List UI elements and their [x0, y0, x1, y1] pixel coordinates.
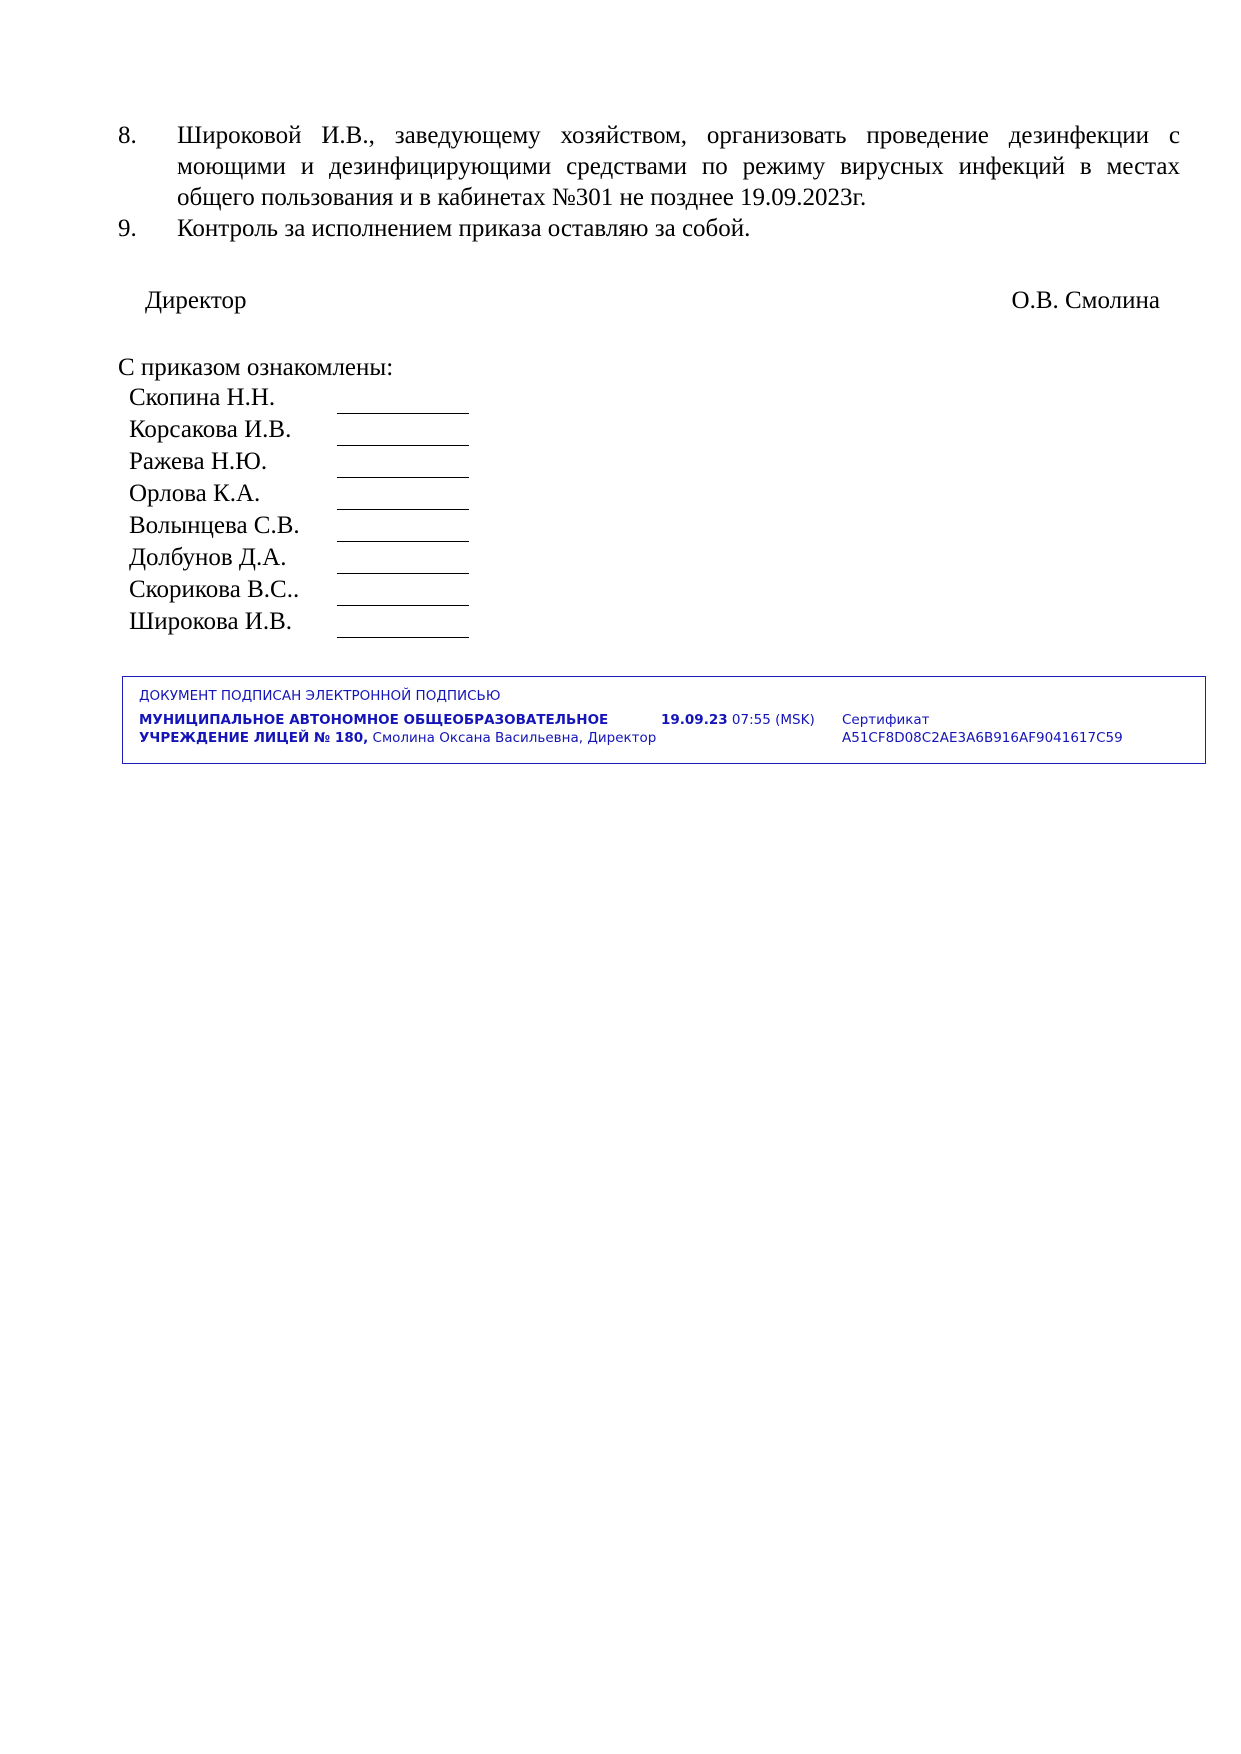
acknowledgement-row [129, 510, 469, 542]
signature-signer: Смолина Оксана Васильевна, Директор [372, 730, 657, 746]
signature-line [337, 613, 469, 638]
acknowledgement-row [129, 382, 469, 414]
signature-line [337, 581, 469, 606]
director-name: О.В. Смолина [1011, 287, 1160, 314]
acknowledgement-name: Волынцева С.В. [129, 512, 300, 539]
order-item-text: Широковой И.В., заведующему хозяйством, организовать проведение дезинфекции с моющими и дезинфицирующими средствами по режиму вирусных инфекций в местах общего пользования и в кабинетах №301 не позднее 19.09.2023г. [177, 122, 1180, 211]
acknowledgement-row [129, 606, 469, 638]
signature-organization-name: МУНИЦИПАЛЬНОЕ АВТОНОМНОЕ ОБЩЕОБРАЗОВАТЕЛЬНОЕ УЧРЕЖДЕНИЕ ЛИЦЕЙ № 180, [139, 712, 609, 746]
acknowledgement-row [129, 446, 469, 478]
signature-line [337, 389, 469, 414]
acknowledgement-row [129, 414, 469, 446]
order-item-number: 9. [118, 215, 137, 242]
order-item [118, 213, 1180, 244]
signature-stamp-header: ДОКУМЕНТ ПОДПИСАН ЭЛЕКТРОННОЙ ПОДПИСЬЮ [139, 688, 501, 704]
director-position: Директор [145, 287, 247, 314]
signature-organization [139, 711, 659, 747]
signature-datetime [661, 711, 815, 729]
acknowledgement-name: Скопина Н.Н. [129, 384, 276, 411]
signature-line [337, 549, 469, 574]
signature-line [337, 453, 469, 478]
order-item [118, 120, 1180, 213]
acknowledgement-name: Широкова И.В. [129, 608, 293, 635]
order-items-list [118, 120, 1180, 244]
acknowledgement-list [129, 382, 469, 638]
director-signature-row [145, 285, 1160, 316]
acknowledgement-name: Корсакова И.В. [129, 416, 292, 443]
order-item-text: Контроль за исполнением приказа оставляю за собой. [177, 215, 751, 242]
acknowledgement-name: Скорикова В.С.. [129, 576, 300, 603]
signature-line [337, 517, 469, 542]
signature-date: 19.09.23 [661, 712, 728, 728]
acknowledgement-title: С приказом ознакомлены: [118, 354, 394, 381]
signature-time: 07:55 (MSK) [731, 712, 815, 728]
signature-line [337, 485, 469, 510]
electronic-signature-stamp [122, 676, 1206, 764]
order-item-number: 8. [118, 122, 137, 149]
acknowledgement-name: Ражева Н.Ю. [129, 448, 268, 475]
signature-certificate: Сертификат A51CF8D08C2AE3A6B916AF9041617C59 [842, 712, 1123, 746]
acknowledgement-row [129, 574, 469, 606]
acknowledgement-name: Долбунов Д.А. [129, 544, 287, 571]
acknowledgement-row [129, 478, 469, 510]
signature-line [337, 421, 469, 446]
acknowledgement-row [129, 542, 469, 574]
acknowledgement-name: Орлова К.А. [129, 480, 261, 507]
